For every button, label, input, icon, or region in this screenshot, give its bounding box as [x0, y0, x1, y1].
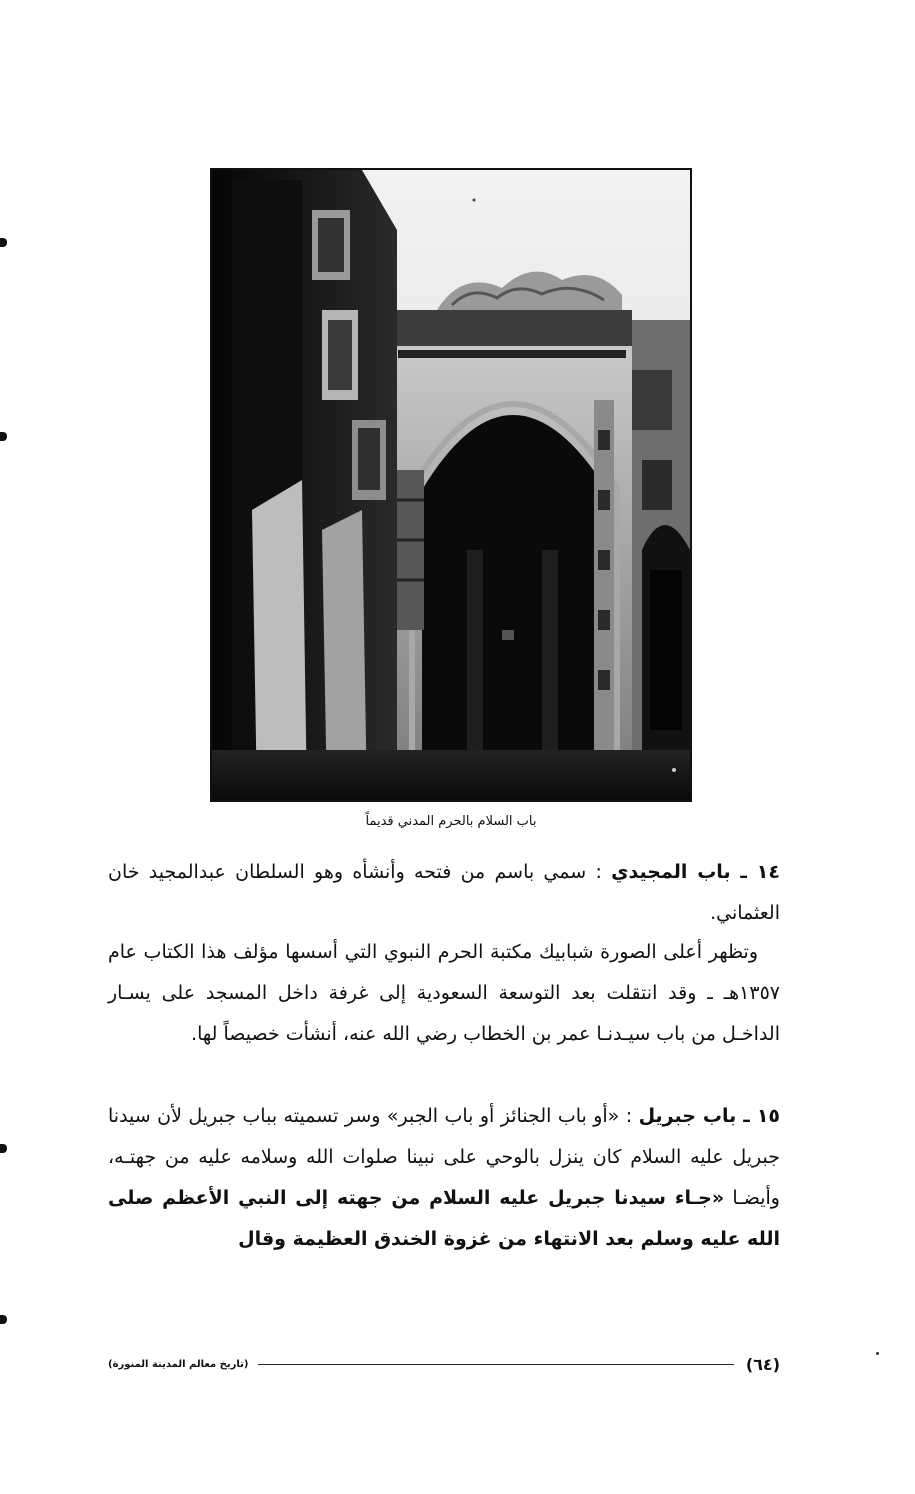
paragraph-text: : سمي باسم من فتحه وأنشأه وهو السلطان عبدالمجيد خان العثماني.: [108, 861, 780, 924]
scan-edge-mark: [0, 238, 7, 247]
page-footer: [108, 1352, 780, 1376]
historical-photo-bab-al-salam: [210, 168, 692, 802]
paragraph-bold-quote: «جـاء سيدنا جبريل عليه السلام من جهته إلى النبي الأعظم صلى الله عليه وسلم بعد الانتهاء من غزوة الخندق العظيمة وقال: [108, 1187, 780, 1250]
section-heading-14: ١٤ ـ باب المجيدي: [611, 861, 780, 883]
photo-illustration: [212, 170, 690, 800]
paragraph-text: : «أو باب الجنائز أو باب الجبر» وسر تسميته بباب جبريل لأن سيدنا جبريل عليه السلام كان ينزل بالوحي على نبينا صلوات الله وسلامه عليه من جهتـه، وأيضـا: [108, 1105, 780, 1209]
section-heading-15: ١٥ ـ باب جبريل: [638, 1105, 781, 1127]
paragraph-bab-al-majidi: [108, 852, 780, 934]
footer-rule: [258, 1364, 733, 1365]
running-book-title: (تاريخ معالم المدينة المنورة): [108, 1358, 249, 1370]
photo-caption: باب السلام بالحرم المدني قديماً: [365, 814, 537, 829]
page-number: (٦٤): [745, 1354, 780, 1374]
scan-speck: [876, 1352, 879, 1355]
paragraph-text: وتظهر أعلى الصورة شبابيك مكتبة الحرم النبوي التي أسسها مؤلف هذا الكتاب عام ١٣٥٧هـ ـ وقد انتقلت بعد التوسعة السعودية إلى غرفة داخل المسجد على يسـار الداخـل من باب سيـدنـا عمر بن الخطاب رضي الله عنه، أنشأت خصيصاً لها.: [108, 941, 780, 1045]
scan-edge-mark: [0, 432, 7, 441]
paragraph-bab-jibril: [108, 1096, 780, 1260]
scan-edge-mark: [0, 1315, 7, 1324]
scan-edge-mark: [0, 1144, 7, 1153]
paragraph-library-note: [108, 932, 780, 1055]
